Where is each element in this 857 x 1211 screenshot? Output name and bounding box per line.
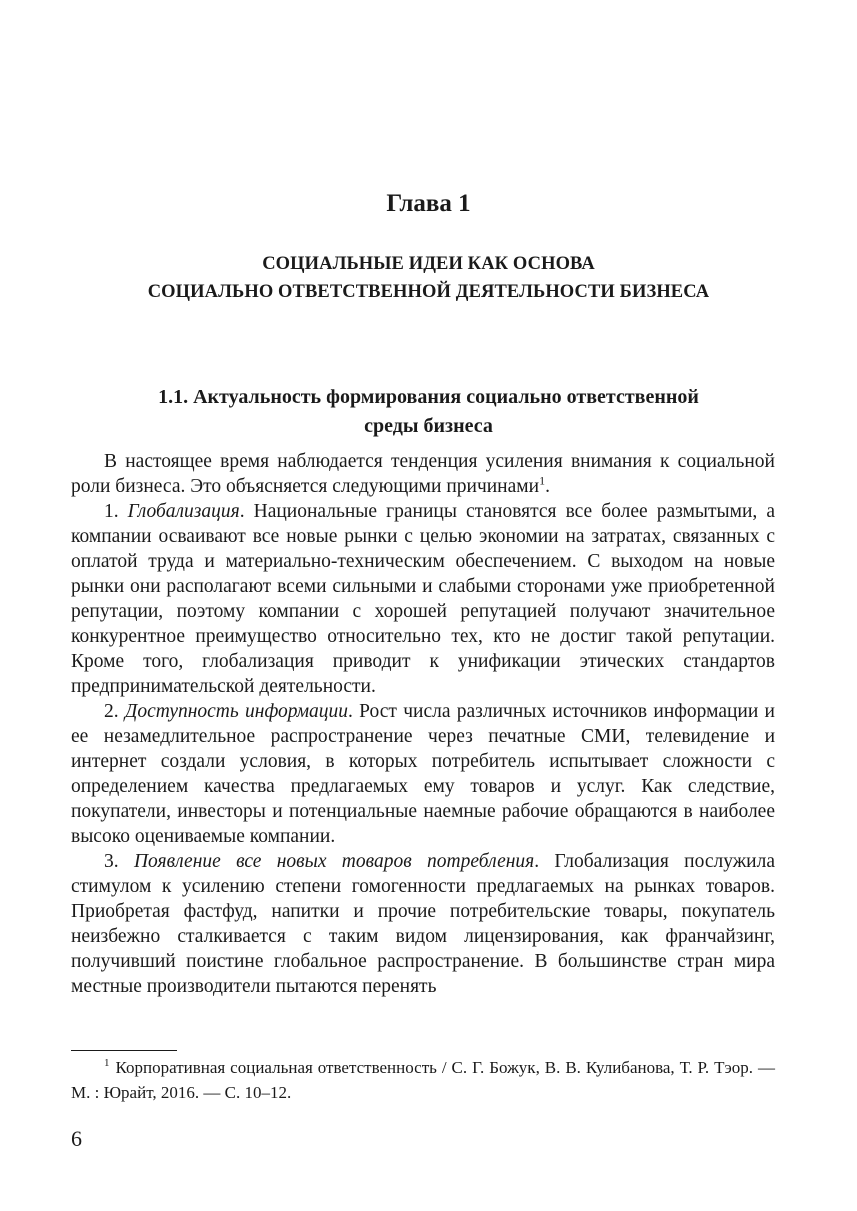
paragraph-term: Появление все новых товаров потребления [133, 851, 535, 872]
paragraph-number: 2. [104, 701, 125, 722]
paragraph-new-goods [71, 849, 775, 999]
page-number: 6 [71, 1126, 82, 1151]
paragraph-number: 1. [104, 501, 128, 522]
paragraph-intro [71, 449, 775, 499]
paragraph-globalization [71, 499, 775, 699]
section-title-line-1: 1.1. Актуальность формирования социально ответственной [158, 386, 699, 408]
paragraph-term: Глобализация [127, 501, 240, 522]
paragraph-term: Доступность информации [124, 701, 349, 722]
paragraph-intro-end: . [545, 476, 550, 497]
paragraph-intro-text: В настоящее время наблюдается тенденция усиления внимания к социальной роли бизнеса. Это объясняется следующими причинами [71, 451, 775, 497]
paragraph-text: . Рост числа различных источников информации и ее незамедлительное распространение через печатные СМИ, телевидение и интернет создали условия, в которых потребитель испытывает сложности с определением качества предлагаемых ему товаров и услуг. Как следствие, покупатели, инвесторы и потенциальные наемные рабочие обращаются в наиболее высоко оцениваемые компании. [71, 701, 775, 847]
paragraph-number: 3. [104, 851, 134, 872]
chapter-label: Глава 1 [386, 190, 471, 217]
footnote-divider [71, 1050, 177, 1051]
paragraph-information [71, 699, 775, 849]
chapter-title-line-1: СОЦИАЛЬНЫЕ ИДЕИ КАК ОСНОВА [262, 254, 595, 274]
footnote-text: Корпоративная социальная ответственность / С. Г. Божук, В. В. Кулибанова, Т. Р. Тэор. — М. : Юрайт, 2016. — С. 10–12. [71, 1058, 775, 1102]
footnote-entry [71, 1055, 775, 1105]
section-title [0, 383, 857, 441]
paragraph-text: . Национальные границы становятся все более размытыми, а компании осваивают все новые рынки с целью экономии на затратах, связанных с оплатой труда и материально-техническим обеспечением. С выходом на новые рынки они располагают всеми сильными и слабыми сторонами уже приобретенной репутации, поэтому компании с хорошей репутацией получают значительное конкурентное преимущество относительно тех, кто не достиг такой репутации. Кроме того, глобализация приводит к унификации этических стандартов предпринимательской деятельности. [71, 501, 775, 697]
chapter-title-line-2: СОЦИАЛЬНО ОТВЕТСТВЕННОЙ ДЕЯТЕЛЬНОСТИ БИЗНЕСА [147, 282, 710, 302]
footnote-mark: 1 [104, 1057, 110, 1070]
paragraph-text: . Глобализация послужила стимулом к усилению степени гомогенности предлагаемых на рынках товаров. Приобретая фастфуд, напитки и прочие потребительские товары, покупатель неизбежно сталкивается с таким видом лицензирования, как франчайзинг, получивший поистине глобальное распространение. В большинстве стран мира местные производители пытаются перенять [71, 851, 776, 997]
body-text [71, 449, 775, 999]
section-title-line-2: среды бизнеса [364, 415, 493, 437]
footnote [71, 1055, 775, 1105]
chapter-title [0, 250, 857, 306]
footnote-reference: 1 [539, 473, 546, 488]
